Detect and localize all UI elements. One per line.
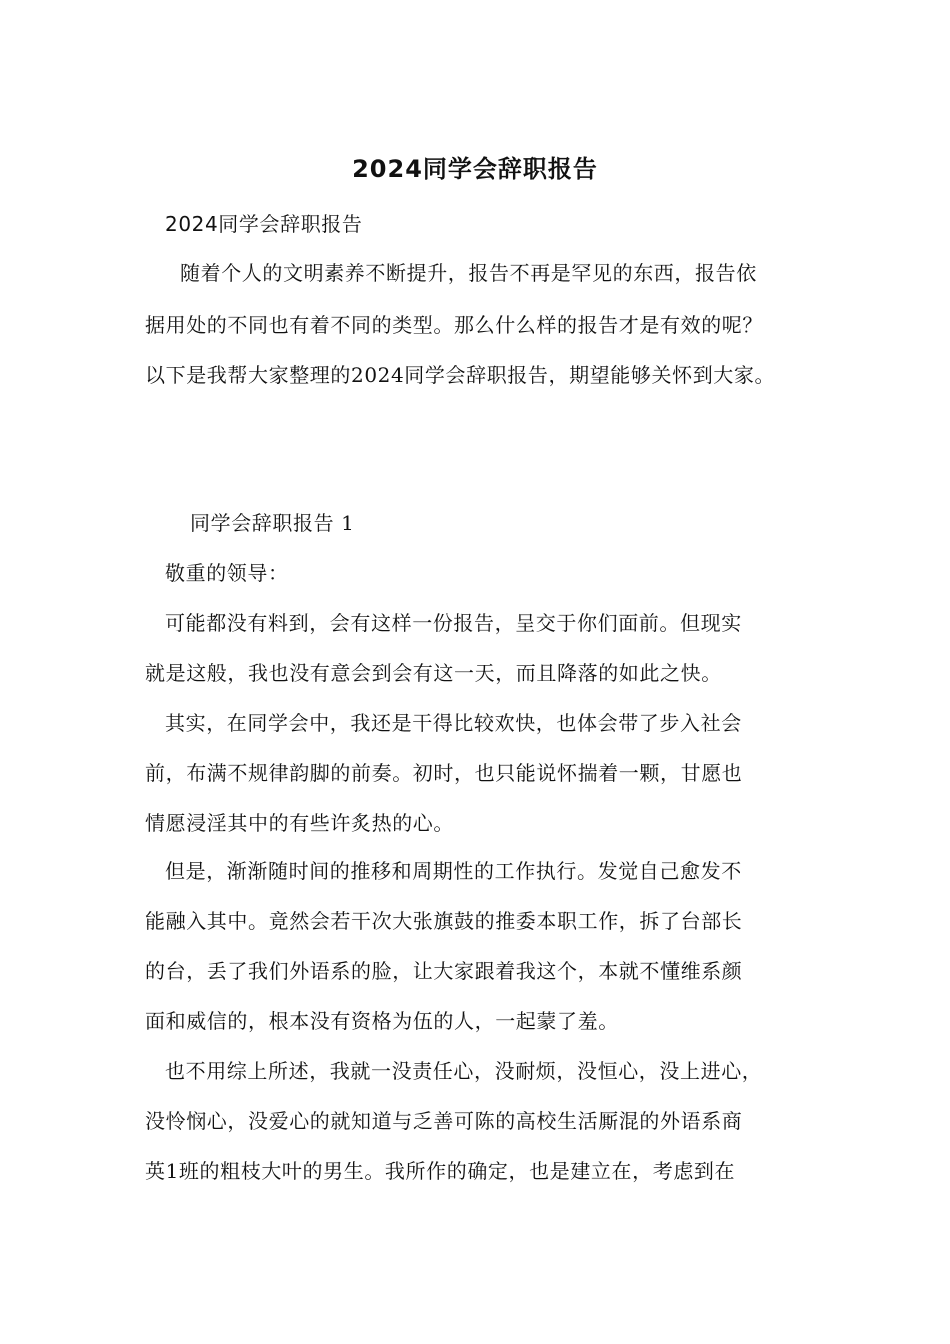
intro-line-2: 据用处的不同也有着不同的类型。那么什么样的报告才是有效的呢？: [145, 313, 763, 337]
intro-line-1: 随着个人的文明素养不断提升，报告不再是罕见的东西，报告依: [180, 261, 757, 285]
section-heading: 同学会辞职报告 1: [190, 511, 355, 535]
body-line-4: 前，布满不规律韵脚的前奏。初时，也只能说怀揣着一颗，甘愿也: [145, 761, 743, 785]
body-line-9: 面和威信的，根本没有资格为伍的人，一起蒙了羞。: [145, 1009, 619, 1033]
document-subtitle: 2024同学会辞职报告: [165, 212, 363, 236]
body-line-7: 能融入其中。竟然会若干次大张旗鼓的推委本职工作，拆了台部长: [145, 909, 743, 933]
body-line-8: 的台，丢了我们外语系的脸，让大家跟着我这个，本就不懂维系颜: [145, 959, 743, 983]
body-line-3: 其实，在同学会中，我还是干得比较欢快，也体会带了步入社会: [165, 711, 742, 735]
body-line-6: 但是，渐渐随时间的推移和周期性的工作执行。发觉自己愈发不: [165, 859, 742, 883]
body-line-5: 情愿浸淫其中的有些许炙热的心。: [145, 811, 454, 835]
salutation: 敬重的领导：: [165, 561, 289, 585]
intro-line-3: 以下是我帮大家整理的2024同学会辞职报告，期望能够关怀到大家。: [145, 363, 776, 387]
body-line-11: 没怜悯心，没爱心的就知道与乏善可陈的高校生活厮混的外语系商: [145, 1109, 743, 1133]
body-line-2: 就是这般，我也没有意会到会有这一天，而且降落的如此之快。: [145, 661, 722, 685]
body-line-10: 也不用综上所述，我就一没责任心，没耐烦，没恒心，没上进心，: [165, 1059, 763, 1083]
body-line-12: 英1班的粗枝大叶的男生。我所作的确定，也是建立在，考虑到在: [145, 1159, 736, 1183]
body-line-1: 可能都没有料到，会有这样一份报告，呈交于你们面前。但现实: [165, 611, 742, 635]
document-title: 2024同学会辞职报告: [352, 155, 598, 183]
